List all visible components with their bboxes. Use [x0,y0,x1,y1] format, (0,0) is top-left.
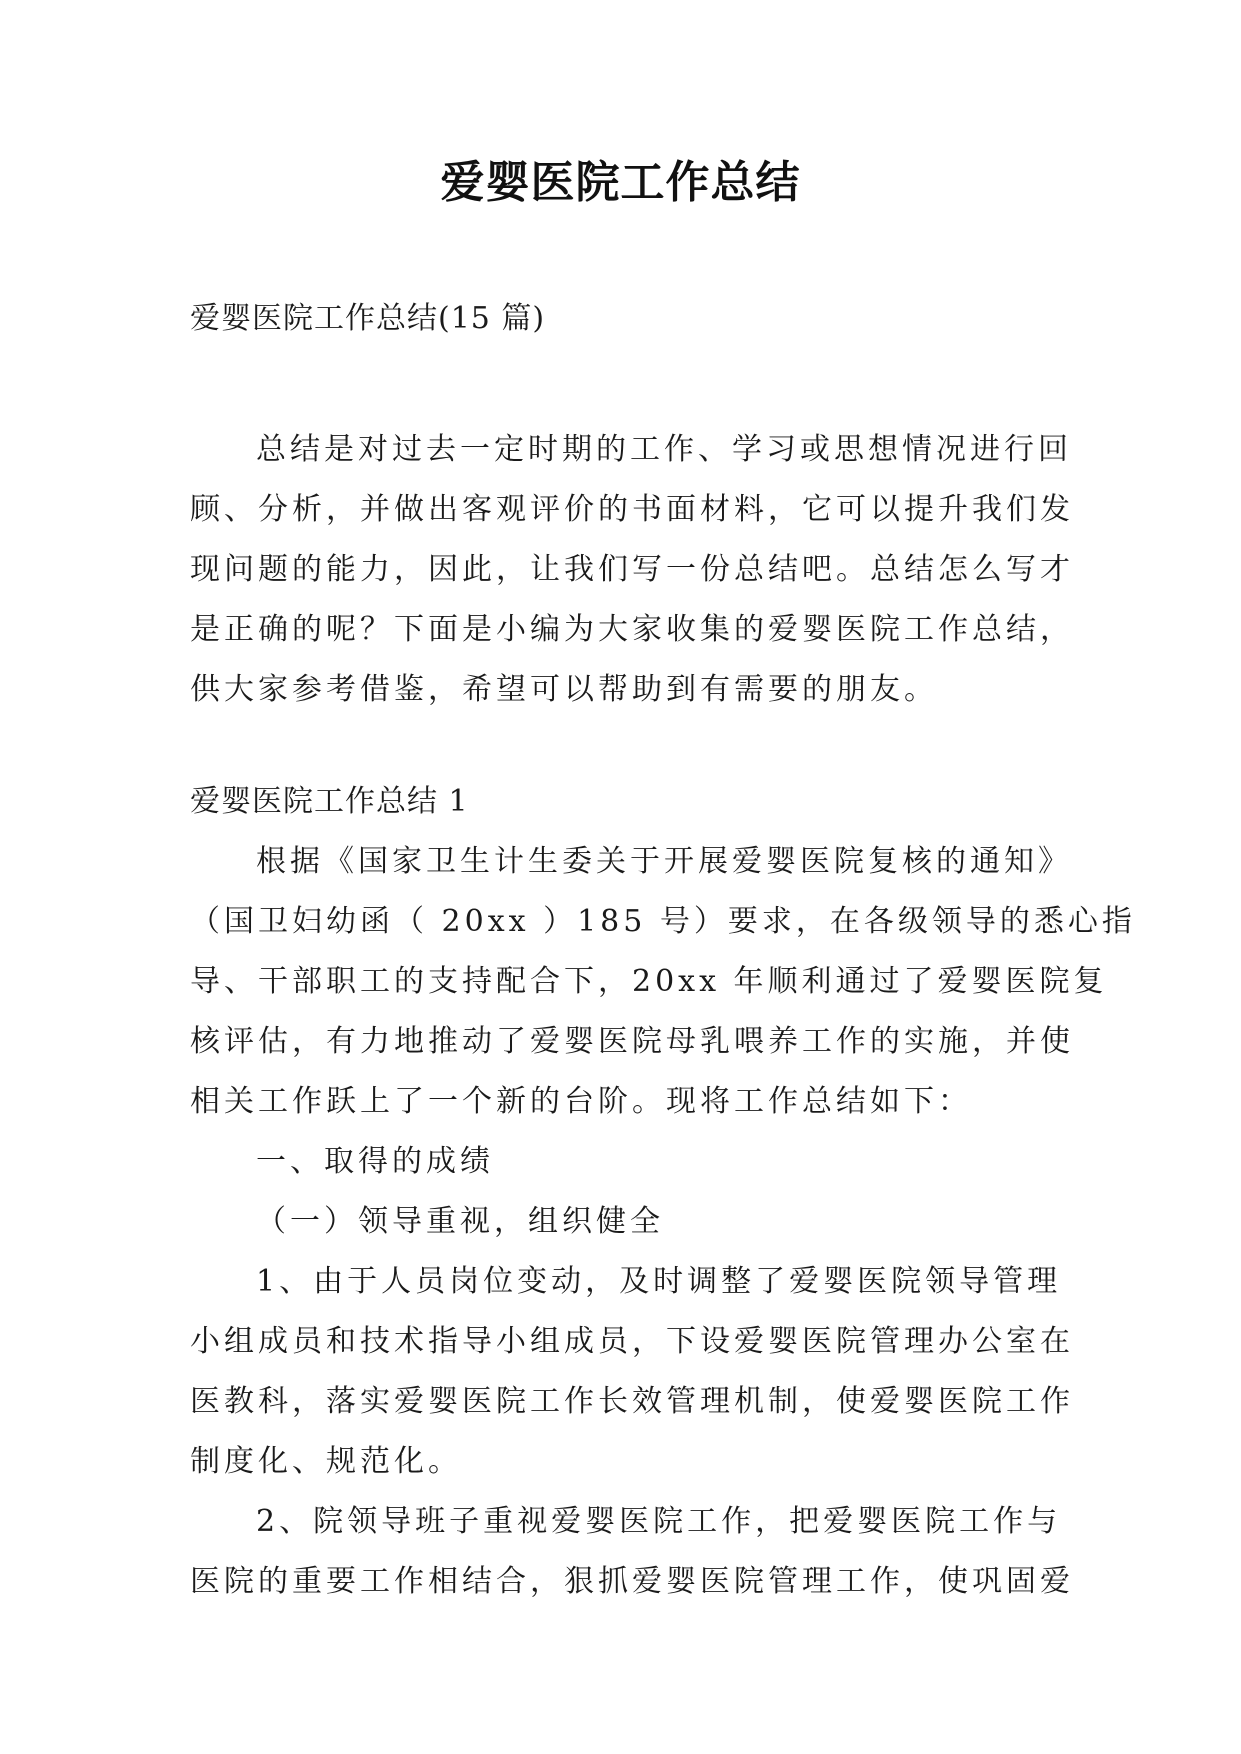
section-line: 根据《国家卫生计生委关于开展爱婴医院复核的通知》 [256,844,1072,879]
document-title: 爱婴医院工作总结 [440,157,801,208]
intro-line: 现问题的能力，因此，让我们写一份总结吧。总结怎么写才 [190,552,1074,587]
spacer [190,720,1070,772]
intro-line: 是正确的呢？下面是小编为大家收集的爱婴医院工作总结， [190,612,1074,647]
sub-heading: （一）领导重视，组织健全 [256,1204,664,1239]
item-1-line: 医教科，落实爱婴医院工作长效管理机制，使爱婴医院工作 [190,1384,1074,1419]
document-body [190,289,1136,1612]
spacer [190,349,1070,420]
intro-line: 顾、分析，并做出客观评价的书面材料，它可以提升我们发 [190,492,1074,527]
section-line: 相关工作跃上了一个新的台阶。现将工作总结如下： [190,1084,972,1119]
intro-line: 总结是对过去一定时期的工作、学习或思想情况进行回 [256,432,1072,467]
intro-line: 供大家参考借鉴，希望可以帮助到有需要的朋友。 [190,672,938,707]
item-1-paragraph [190,1252,1074,1492]
item-2-line: 2、院领导班子重视爱婴医院工作，把爱婴医院工作与 [256,1504,1062,1539]
item-2-paragraph [190,1492,1074,1612]
intro-paragraph [190,420,1074,720]
item-1-line: 1、由于人员岗位变动，及时调整了爱婴医院领导管理 [256,1264,1062,1299]
part-heading: 一、取得的成绩 [256,1144,494,1179]
item-1-line: 制度化、规范化。 [190,1444,462,1479]
document-subtitle: 爱婴医院工作总结(15 篇) [190,301,546,336]
section-line: （国卫妇幼函（ 20xx ）185 号）要求，在各级领导的悉心指 [190,904,1136,939]
item-2-line: 医院的重要工作相结合，狠抓爱婴医院管理工作，使巩固爱 [190,1564,1074,1599]
section-paragraph [190,832,1136,1132]
section-line: 导、干部职工的支持配合下，20xx 年顺利通过了爱婴医院复 [190,964,1108,999]
section-heading: 爱婴医院工作总结 1 [190,784,469,819]
section-line: 核评估，有力地推动了爱婴医院母乳喂养工作的实施，并使 [190,1024,1074,1059]
item-1-line: 小组成员和技术指导小组成员，下设爱婴医院管理办公室在 [190,1324,1074,1359]
